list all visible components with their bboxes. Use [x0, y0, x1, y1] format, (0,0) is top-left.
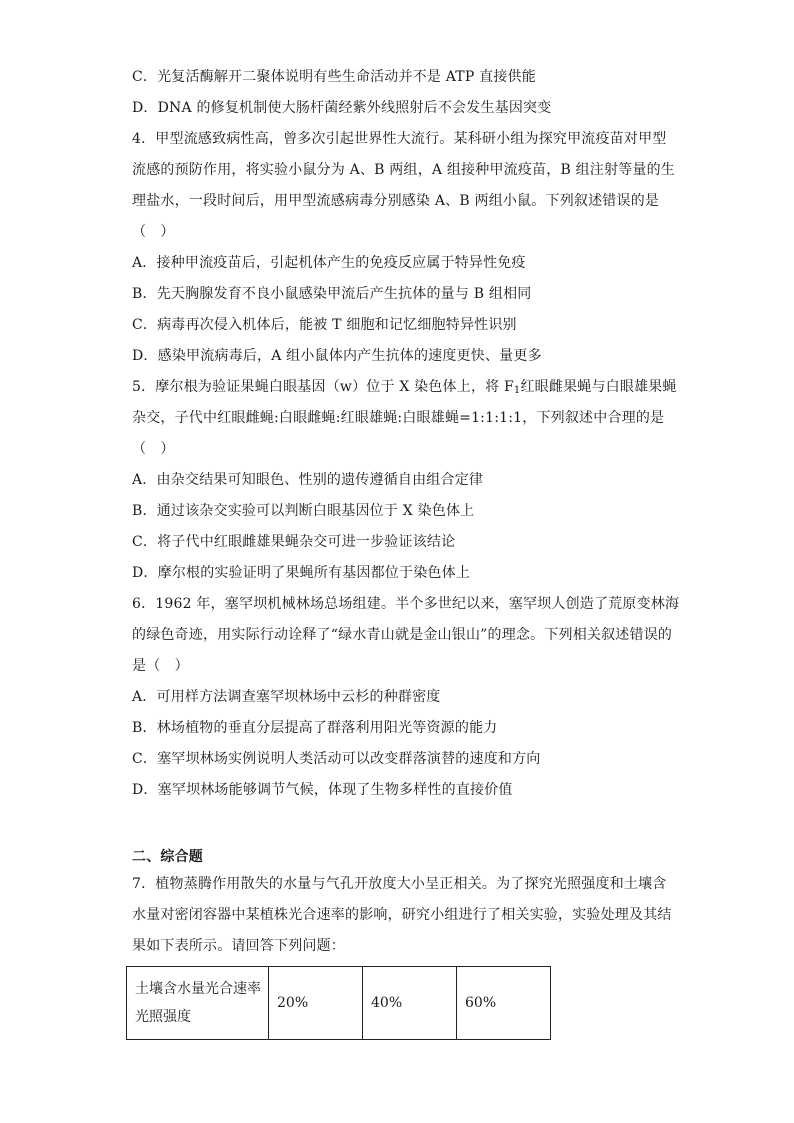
table-row — [127, 967, 551, 1040]
question-5-option-d: D．摩尔根的实验证明了果蝇所有基因都位于染色体上 — [132, 565, 471, 581]
question-4-option-c: C．病毒再次侵入机体后，能被 T 细胞和记忆细胞特异性识别 — [132, 317, 517, 333]
question-5-answer-bracket: （ ） — [132, 441, 175, 457]
question-6-option-b: B．林场植物的垂直分层提高了群落利用阳光等资源的能力 — [132, 720, 498, 736]
question-4-option-d: D．感染甲流病毒后，A 组小鼠体内产生抗体的速度更快、量更多 — [132, 348, 542, 364]
question-4-option-a: A．接种甲流疫苗后，引起机体产生的免疫反应属于特异性免疫 — [132, 255, 526, 271]
question-4-answer-bracket: （ ） — [132, 224, 175, 240]
question-5-option-c: C．将子代中红眼雌雄果蝇杂交可进一步验证该结论 — [132, 534, 456, 550]
question-5-stem-line-1 — [132, 372, 677, 403]
question-6-option-d: D．塞罕坝林场能够调节气候，体现了生物多样性的直接价值 — [132, 782, 513, 798]
question-7-stem-line-1: 7．植物蒸腾作用散失的水量与气孔开放度大小呈正相关。为了探究光照强度和土壤含 — [132, 876, 667, 892]
table-header-line-2: 光照强度 — [135, 1009, 191, 1025]
table-header-cell — [127, 967, 269, 1040]
question-7-stem-line-3: 果如下表所示。请回答下列问题： — [132, 938, 345, 954]
question-4-stem-line-1: 4．甲型流感致病性高，曾多次引起世界性大流行。某科研小组为探究甲流疫苗对甲型 — [132, 131, 667, 147]
table-cell-60: 60% — [457, 967, 551, 1040]
section-spacer — [132, 806, 672, 845]
question-4-option-b: B．先天胸腺发育不良小鼠感染甲流后产生抗体的量与 B 组相同 — [132, 286, 532, 302]
question-3-option-c: C．光复活酶解开二聚体说明有些生命活动并不是 ATP 直接供能 — [132, 69, 536, 85]
subscript-1: 1 — [513, 385, 521, 396]
experiment-table — [126, 966, 551, 1040]
document-page — [132, 62, 680, 962]
table-cell-40: 40% — [363, 967, 457, 1040]
question-6-option-a: A．可用样方法调查塞罕坝林场中云杉的种群密度 — [132, 689, 441, 705]
table-cell-20: 20% — [269, 967, 363, 1040]
question-5-option-b: B．通过该杂交实验可以判断白眼基因位于 X 染色体上 — [132, 503, 475, 519]
question-5-stem-part-1: 5．摩尔根为验证果蝇白眼基因（w）位于 X 染色体上，将 F — [132, 379, 514, 395]
question-6-stem-line-2: 的绿色奇迹，用实际行动诠释了“绿水青山就是金山银山”的理念。下列相关叙述错误的 — [132, 627, 673, 643]
table-header-line-1: 土壤含水量光合速率 — [135, 981, 261, 997]
question-4-stem-line-2: 流感的预防作用，将实验小鼠分为 A、B 两组，A 组接种甲流疫苗，B 组注射等量的生 — [132, 162, 675, 178]
section-title: 二、综合题 — [132, 849, 203, 865]
question-6-stem-line-3: 是（ ） — [132, 658, 189, 674]
question-7-stem-line-2: 水量对密闭容器中某植株光合速率的影响，研究小组进行了相关实验，实验处理及其结 — [132, 907, 672, 923]
question-4-stem-line-3: 理盐水，一段时间后，用甲型流感病毒分别感染 A、B 两组小鼠。下列叙述错误的是 — [132, 193, 660, 209]
question-5-stem-part-2: 红眼雌果蝇与白眼雄果蝇 — [520, 379, 677, 395]
question-5-stem-line-2: 杂交，子代中红眼雌蝇:白眼雌蝇:红眼雄蝇:白眼雄蝇=1:1:1:1，下列叙述中合理的是 — [132, 410, 665, 426]
question-6-option-c: C．塞罕坝林场实例说明人类活动可以改变群落演替的速度和方向 — [132, 751, 541, 767]
question-5-option-a: A．由杂交结果可知眼色、性别的遗传遵循自由组合定律 — [132, 472, 484, 488]
question-6-stem-line-1: 6．1962 年，塞罕坝机械林场总场组建。半个多世纪以来，塞罕坝人创造了荒原变林海 — [132, 596, 680, 612]
question-3-option-d: D．DNA 的修复机制使大肠杆菌经紫外线照射后不会发生基因突变 — [132, 100, 552, 116]
